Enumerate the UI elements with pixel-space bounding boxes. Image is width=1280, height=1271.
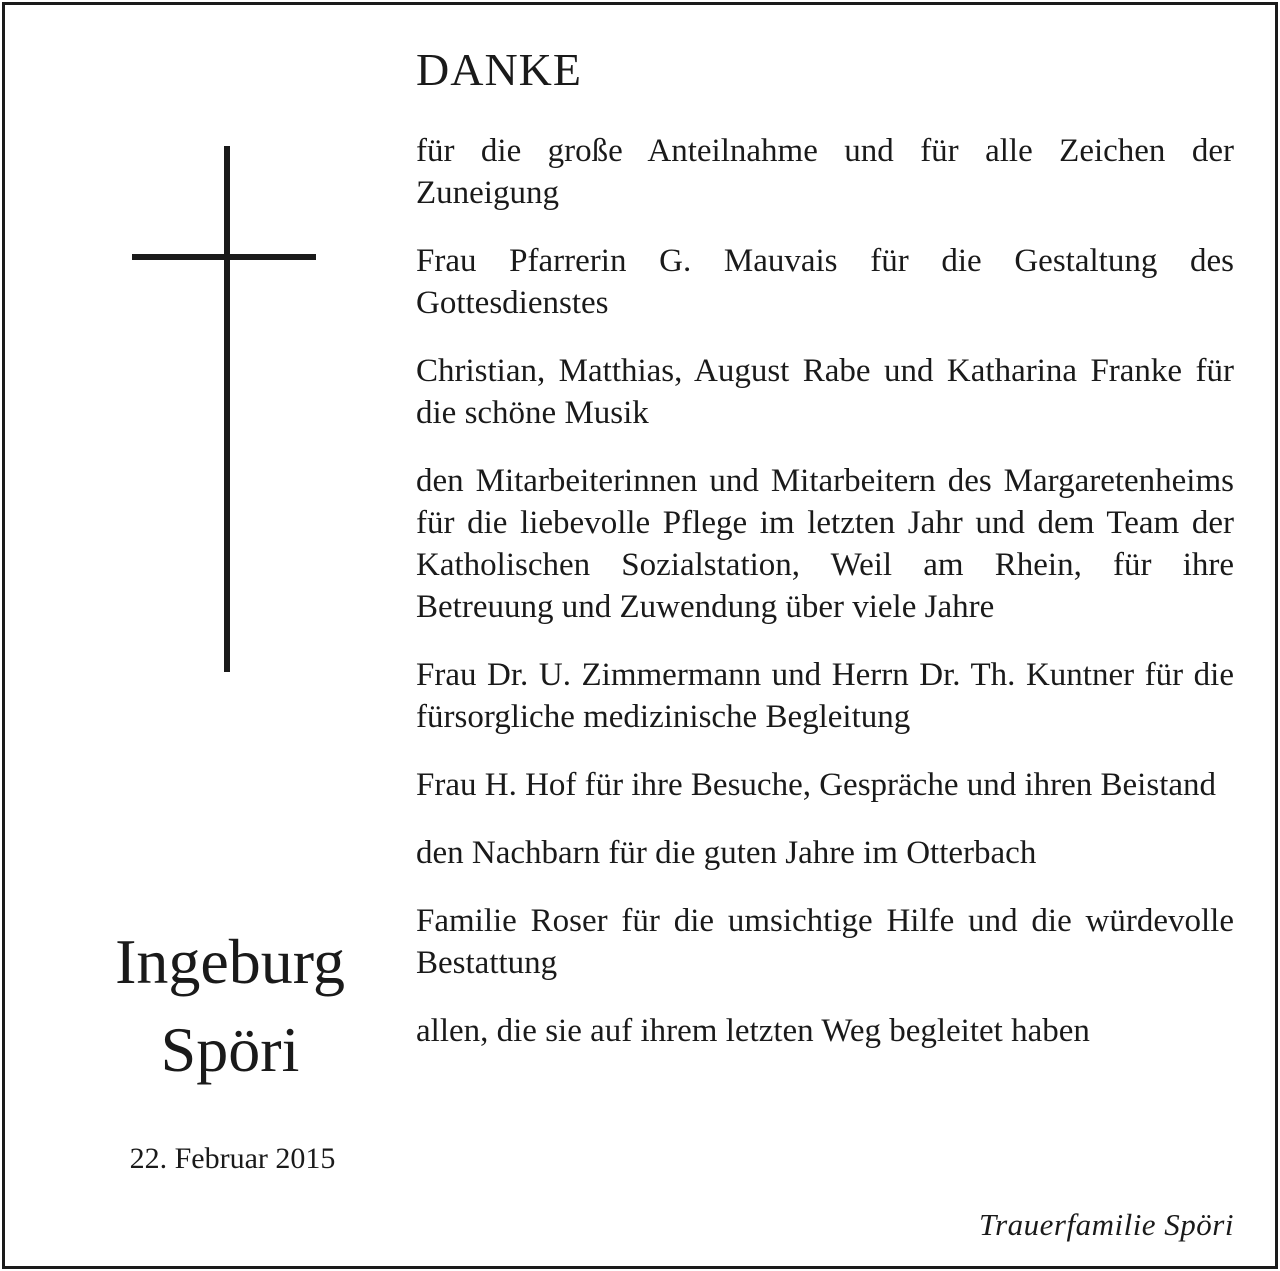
thanks-paragraph: Frau Pfarrerin G. Mauvais für die Gestaltung des Gottesdienstes bbox=[416, 243, 1234, 321]
thanks-paragraph: für die große Anteilnahme und für alle Zeichen der Zuneigung bbox=[416, 133, 1234, 211]
thanks-paragraph: allen, die sie auf ihrem letzten Weg begleitet haben bbox=[416, 1013, 1090, 1049]
deceased-last-name: Spöri bbox=[160, 1014, 300, 1085]
notice-heading: DANKE bbox=[416, 44, 582, 95]
deceased-first-name: Ingeburg bbox=[115, 926, 345, 997]
cross-vertical-bar bbox=[224, 146, 230, 672]
death-date: 22. Februar 2015 bbox=[129, 1142, 336, 1175]
deceased-name bbox=[60, 918, 400, 1094]
cross-horizontal-bar bbox=[132, 254, 316, 260]
thanks-paragraph: Frau H. Hof für ihre Besuche, Gespräche und ihren Beistand bbox=[416, 767, 1217, 803]
thanks-paragraph: Familie Roser für die umsichtige Hilfe und die würdevolle Bestattung bbox=[416, 903, 1234, 981]
thanks-paragraph: Christian, Matthias, August Rabe und Katharina Franke für die schöne Musik bbox=[416, 353, 1234, 431]
thanks-paragraph: den Nachbarn für die guten Jahre im Otterbach bbox=[416, 835, 1037, 871]
family-signature: Trauerfamilie Spöri bbox=[979, 1207, 1234, 1242]
thanks-paragraph: Frau Dr. U. Zimmermann und Herrn Dr. Th. Kuntner für die fürsorgliche medizinische Begleitung bbox=[416, 657, 1234, 735]
thanks-paragraph: den Mitarbeiterinnen und Mitarbeitern des Margaretenheims für die liebevolle Pflege im letzten Jahr und dem Team der Katholischen Sozialstation, Weil am Rhein, für ihre Betreuung und Zuwendung über viele Jahre bbox=[416, 463, 1234, 625]
thanks-list bbox=[416, 130, 1234, 1078]
